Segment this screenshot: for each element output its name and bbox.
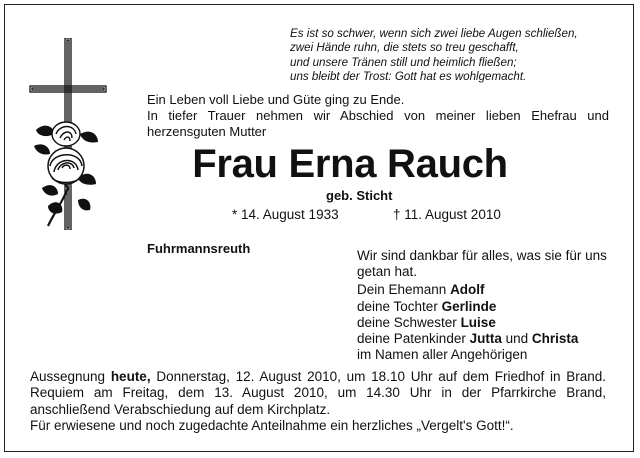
deceased-name: Frau Erna Rauch (192, 142, 508, 186)
cross-with-roses-icon (28, 38, 108, 230)
service-info (30, 369, 606, 418)
poem-line: und unsere Tränen still und heimlich fließen; (290, 55, 517, 69)
mourner-relation: Dein Ehemann (357, 282, 451, 298)
mourner-name: Luise (460, 314, 496, 330)
mourner-name: Gerlinde (441, 298, 497, 314)
birth-name: geb. Sticht (326, 188, 393, 203)
mourner-row (357, 331, 627, 347)
closing-thanks: Für erwiesene und noch zugedachte Anteilnahme ein herzliches „Vergelt's Gott!“. (30, 418, 514, 433)
mourner-relation: deine Patenkinder (357, 331, 470, 347)
mourner-row (357, 282, 627, 298)
place-name: Fuhrmannsreuth (147, 241, 251, 256)
mourner-row (357, 315, 627, 331)
intro-line-2: In tiefer Trauer nehmen wir Abschied von meiner lieben Ehefrau und herzensguten Mutter (147, 108, 609, 139)
mourner-row (357, 299, 627, 315)
mourner-relation: deine Tochter (357, 298, 442, 314)
mourner-name: Adolf (450, 282, 485, 298)
poem-line: Es ist so schwer, wenn sich zwei liebe Augen schließen, (290, 27, 578, 40)
mourner-name: Christa (531, 331, 579, 347)
mourner-connector: und (501, 331, 532, 347)
service-details: Donnerstag, 12. August 2010, um 18.10 Uhr auf dem Friedhof in Brand. Requiem am Freitag, dem 13. August 2010, um 14.30 Uhr in der Pfarrkirche Brand, anschließend Verabschiedung auf dem Kirchplatz. (30, 369, 607, 417)
intro-text (147, 92, 609, 140)
mourner-name: Jutta (469, 331, 502, 347)
poem (290, 27, 620, 84)
mourners-block (357, 248, 627, 363)
birth-date: * 14. August 1933 (232, 207, 339, 222)
mourners-closing: im Namen aller Angehörigen (357, 347, 528, 363)
service-lead: Aussegnung (30, 369, 111, 384)
thanks-text: Wir sind dankbar für alles, was sie für uns getan hat. (357, 248, 607, 280)
service-today: heute, (110, 369, 151, 384)
death-date: † 11. August 2010 (393, 207, 501, 222)
poem-line: uns bleibt der Trost: Gott hat es wohlgemacht. (290, 69, 527, 83)
mourner-relation: deine Schwester (357, 314, 461, 330)
poem-line: zwei Hände ruhn, die stets so treu geschafft, (290, 41, 519, 55)
intro-line-1: Ein Leben voll Liebe und Güte ging zu Ende. (147, 92, 405, 107)
